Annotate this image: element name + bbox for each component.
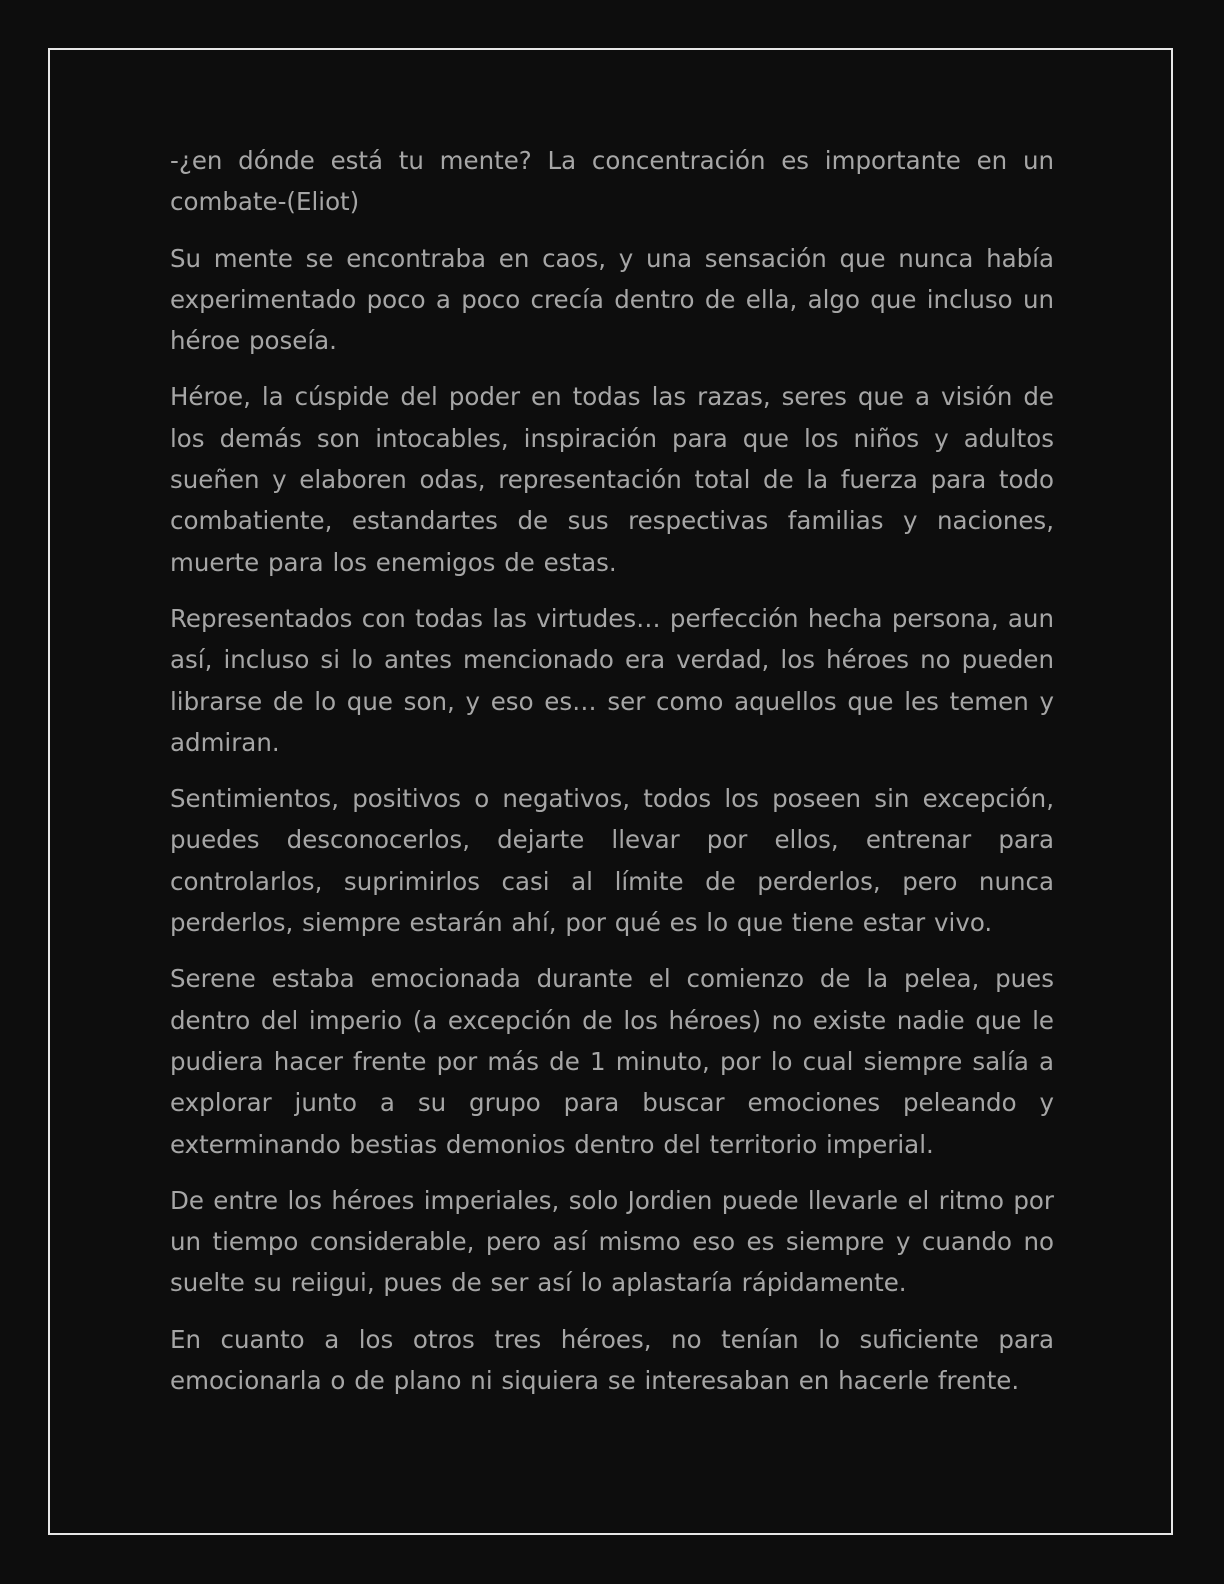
paragraph-3: Héroe, la cúspide del poder en todas las razas, seres que a visión de los demás son intocables, inspiración para que los niños y adultos sueñen y elaboren odas, representación total de la fuerza para todo combatiente, estandartes de sus respectivas familias y naciones, muerte para los enemigos de estas. [170, 382, 1054, 577]
paragraph-6: Serene estaba emocionada durante el comienzo de la pelea, pues dentro del imperio (a excepción de los héroes) no existe nadie que le pudiera hacer frente por más de 1 minuto, por lo cual siempre salía a explorar junto a su grupo para buscar emociones peleando y exterminando bestias demonios dentro del territorio imperial. [170, 964, 1054, 1159]
paragraph-7: De entre los héroes imperiales, solo Jordien puede llevarle el ritmo por un tiempo considerable, pero así mismo eso es siempre y cuando no suelte su reiigui, pues de ser así lo aplastaría rápidamente. [170, 1185, 1054, 1298]
paragraph-4: Representados con todas las virtudes… perfección hecha persona, aun así, incluso si lo antes mencionado era verdad, los héroes no pueden librarse de lo que son, y eso es… ser como aquellos que les temen y admiran. [170, 603, 1054, 757]
text-body [170, 140, 1054, 1416]
paragraph-8: En cuanto a los otros tres héroes, no tenían lo suficiente para emocionarla o de plano ni siquiera se interesaban en hacerle frente. [170, 1324, 1054, 1396]
paragraph-5: Sentimientos, positivos o negativos, todos los poseen sin excepción, puedes desconocerlos, dejarte llevar por ellos, entrenar para controlarlos, suprimirlos casi al límite de perderlos, pero nunca perderlos, siempre estarán ahí, por qué es lo que tiene estar vivo. [170, 784, 1054, 938]
paragraph-1: -¿en dónde está tu mente? La concentración es importante en un combate-(Eliot) [170, 146, 1054, 217]
paragraph-2: Su mente se encontraba en caos, y una sensación que nunca había experimentado poco a poco crecía dentro de ella, algo que incluso un héroe poseía. [170, 243, 1054, 356]
